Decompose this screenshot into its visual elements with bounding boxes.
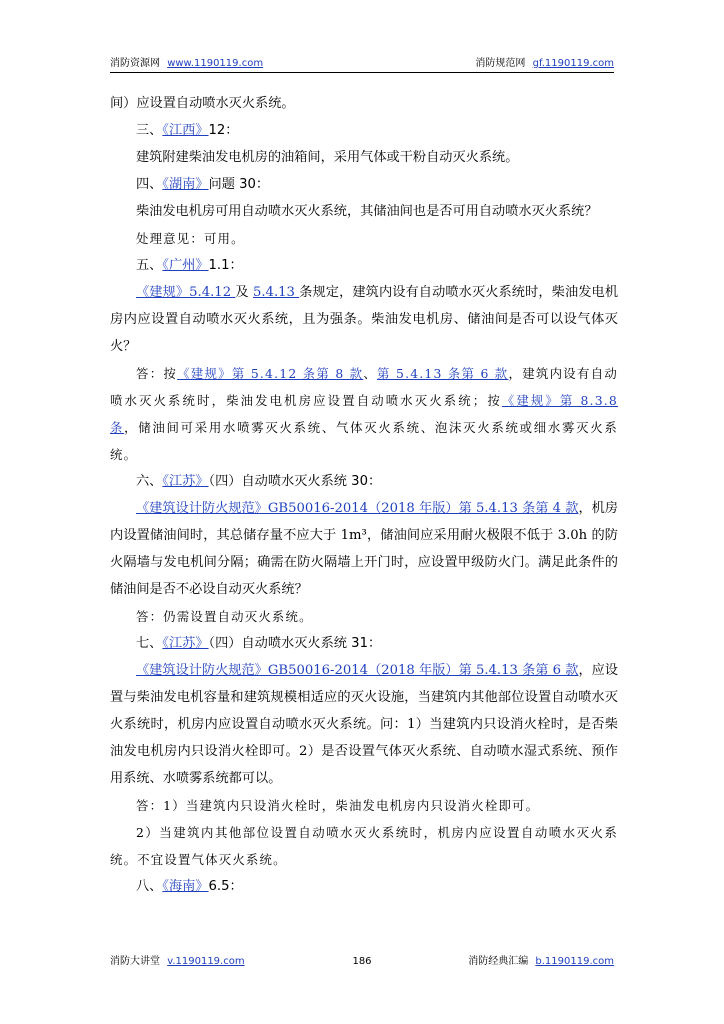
page-footer — [110, 952, 614, 967]
section-5-q-link-2[interactable]: 5.4.13 — [252, 285, 300, 300]
section-6-number: 六、 — [136, 474, 163, 489]
section-5-q-text-1: 及 — [235, 285, 253, 300]
section-7-question — [110, 657, 618, 792]
section-7-source-link[interactable]: 《江苏》 — [162, 636, 209, 651]
section-4-number: 四、 — [136, 177, 163, 192]
section-6-q-text-1: ，机房内设置储油间时，其总储存量不应大于 1m³，储油间应采用耐火极限不低于 3.0h 的防火隔墙与发电机间分隔；确需在防火隔墙上开门时，应设置甲级防火门。满足此条件的储油间是否不必设自动灭火系统？ — [110, 501, 618, 597]
footer-right-link[interactable]: b.1190119.com — [535, 956, 614, 967]
section-7-answer-2: 2）当建筑内其他部位设置自动喷水灭火系统时，机房内应设置自动喷水灭火系统。不宜设置气体灭火系统。 — [110, 825, 618, 867]
header-left-link[interactable]: www.1190119.com — [167, 58, 264, 69]
section-5-number: 五、 — [136, 258, 163, 273]
section-4-suffix: 问题 30： — [208, 177, 270, 192]
header-left — [110, 54, 263, 69]
section-5-a-text-2: 、 — [363, 366, 378, 381]
section-5-source-link[interactable]: 《广州》 — [162, 258, 209, 273]
section-7-q-text-1: ，应设置与柴油发电机容量和建筑规模相适应的灭火设施，当建筑内其他部位设置自动喷水灭火系统时，机房内应设置自动喷水灭火系统。问：1）当建筑内只设消火栓时，是否柴油发电机房内只设消火栓即可。2）是否设置气体灭火系统、自动喷水湿式系统、预作用系统、水喷雾系统都可以。 — [110, 663, 618, 786]
section-3-body: 建筑附建柴油发电机房的油箱间，采用气体或干粉自动灭火系统。 — [136, 150, 519, 165]
footer-left — [110, 952, 245, 967]
section-5-heading — [110, 252, 618, 279]
footer-right-site-name: 消防经典汇编 — [468, 956, 529, 967]
section-5-question — [110, 279, 618, 360]
section-3-number: 三、 — [136, 123, 163, 138]
section-4-source-link[interactable]: 《湖南》 — [162, 177, 209, 192]
section-6-answer: 答：仍需设置自动灭火系统。 — [136, 609, 313, 624]
section-5-answer — [110, 360, 618, 468]
section-8-number: 八、 — [136, 879, 163, 894]
footer-left-site-name: 消防大讲堂 — [110, 956, 160, 967]
section-5-a-text-3: ，建筑内设有自动喷水灭火系统时，柴油发电机房应设置自动喷水灭火系统；按 — [110, 366, 618, 408]
header-right-link[interactable]: gf.1190119.com — [532, 58, 614, 69]
page-body — [110, 90, 618, 900]
section-5-a-link-3[interactable]: 《建规》第 8.3.8 条 — [110, 393, 618, 435]
section-4-answer: 处理意见：可用。 — [136, 231, 245, 246]
section-7-heading — [110, 630, 618, 657]
continued-text: 间）应设置自动喷水灭火系统。 — [110, 96, 295, 111]
section-6-source-link[interactable]: 《江苏》 — [162, 474, 209, 489]
section-4-heading — [110, 171, 618, 198]
section-3-source-link[interactable]: 《江西》 — [162, 123, 209, 138]
section-5-q-text-2: 条规定，建筑内设有自动喷水灭火系统时，柴油发电机房内应设置自动喷水灭火系统，且为强条。柴油发电机房、储油间是否可以设气体灭火？ — [110, 285, 619, 354]
section-7-suffix: （四）自动喷水灭火系统 31： — [208, 636, 382, 651]
section-6-heading — [110, 468, 618, 495]
section-8-suffix: 6.5： — [208, 879, 243, 894]
section-5-suffix: 1.1： — [208, 258, 243, 273]
footer-right — [468, 952, 614, 967]
section-7-number: 七、 — [136, 636, 163, 651]
page-number: 186 — [352, 956, 372, 967]
section-4-question: 柴油发电机房可用自动喷水灭火系统，其储油间也是否可用自动喷水灭火系统？ — [136, 204, 598, 219]
section-3-heading — [110, 117, 618, 144]
section-7-answer-1: 答：1）当建筑内只设消火栓时，柴油发电机房内只设消火栓即可。 — [136, 798, 540, 813]
footer-left-link[interactable]: v.1190119.com — [167, 956, 245, 967]
section-3-suffix: 12： — [208, 123, 239, 138]
section-7-q-link-1[interactable]: 《建筑设计防火规范》GB50016-2014（2018 年版）第 5.4.13 条第 6 款 — [136, 663, 579, 678]
section-8-heading — [110, 873, 618, 900]
section-5-a-link-2[interactable]: 第 5.4.13 条第 6 款 — [377, 366, 509, 381]
section-5-q-link-1[interactable]: 《建规》5.4.12 — [136, 285, 236, 300]
header-right-site-name: 消防规范网 — [475, 58, 526, 69]
page-header — [110, 54, 614, 73]
section-8-source-link[interactable]: 《海南》 — [162, 879, 209, 894]
header-left-site-name: 消防资源网 — [110, 58, 160, 69]
section-5-a-text-4: ，储油间可采用水喷雾灭火系统、气体灭火系统、泡沫灭火系统或细水雾灭火系统。 — [110, 420, 619, 462]
header-right — [475, 54, 614, 69]
section-5-a-link-1[interactable]: 《建规》第 5.4.12 条第 8 款 — [177, 366, 364, 381]
section-6-q-link-1[interactable]: 《建筑设计防火规范》GB50016-2014（2018 年版）第 5.4.13 条第 4 款 — [136, 501, 579, 516]
section-6-question — [110, 495, 618, 603]
section-5-a-text-1: 答：按 — [136, 366, 178, 381]
section-6-suffix: （四）自动喷水灭火系统 30： — [208, 474, 382, 489]
